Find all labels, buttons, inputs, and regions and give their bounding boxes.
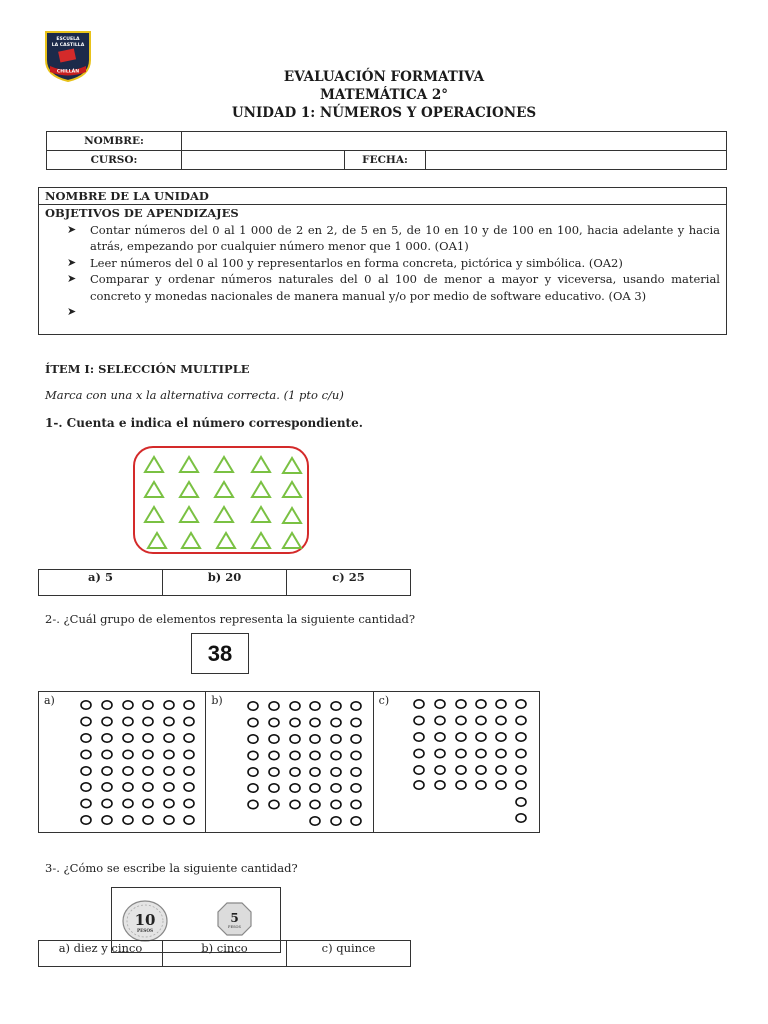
svg-text:CHILLÁN: CHILLÁN [56,69,80,75]
document-subject: MATEMÁTICA 2° [319,87,449,103]
group-option-a[interactable] [39,692,206,832]
student-info-table [46,131,727,170]
arrow-bullet-icon: ➤ [67,305,77,318]
option-c[interactable]: c) 25 [287,570,411,596]
option-b[interactable]: b) cinco [163,941,287,967]
group-a-label: a) [44,694,55,707]
svg-text:10: 10 [134,911,156,929]
name-field[interactable] [182,132,727,151]
question-2-prompt: 2-. ¿Cuál grupo de elementos representa la siguiente cantidad? [45,612,416,626]
question-1-options [38,569,411,596]
course-label: CURSO: [47,151,182,170]
document-title: EVALUACIÓN FORMATIVA [283,69,485,85]
objectives-box [38,187,727,335]
objectives-heading: OBJETIVOS DE APENDIZAJES [45,206,239,220]
option-a[interactable]: a) diez y cinco [39,941,163,967]
svg-text:5: 5 [230,911,239,925]
group-option-c[interactable] [374,692,539,832]
group-c-label: c) [378,694,390,707]
triangles-figure [133,446,309,554]
svg-text:LA CASTILLA: LA CASTILLA [51,43,85,48]
document-unit: UNIDAD 1: NÚMEROS Y OPERACIONES [231,105,537,121]
arrow-bullet-icon: ➤ [67,255,77,269]
option-b[interactable]: b) 20 [163,570,287,596]
name-label: NOMBRE: [47,132,182,151]
question-1-prompt: 1-. Cuenta e indica el número correspondiente. [45,416,363,430]
arrow-bullet-icon: ➤ [67,272,77,285]
circles-c [374,692,540,832]
date-field[interactable] [426,151,727,170]
triangles-grid [135,448,307,552]
objective-item: ➤ Comparar y ordenar números naturales del 0 al 100 de menor a mayor y viceversa, usando material concreto y monedas nacionales de manera manual y/o por medio de software educativo. (OA 3) [67,272,720,303]
option-c[interactable]: c) quince [287,941,411,967]
quantity-box: 38 [191,633,249,674]
svg-text:PESOS: PESOS [228,925,241,929]
objectives-list [39,222,726,321]
question-3-prompt: 3-. ¿Cómo se escribe la siguiente cantidad? [45,861,298,875]
circles-a [39,692,207,832]
coin-5-pesos-icon [218,903,251,935]
circle-groups [38,691,540,833]
date-label: FECHA: [345,151,426,170]
objective-item: ➤ Leer números del 0 al 100 y representarlos en forma concreta, pictórica y simbólica. (OA2) [67,255,623,270]
svg-text:ESCUELA: ESCUELA [56,37,80,42]
question-3-options [38,940,411,967]
option-a[interactable]: a) 5 [39,570,163,596]
group-option-b[interactable] [206,692,373,832]
unit-name-label: NOMBRE DE LA UNIDAD [39,188,726,205]
document-header [0,68,768,122]
circles-b [206,692,374,832]
objective-item: ➤ Contar números del 0 al 1 000 de 2 en 2, de 5 en 5, de 10 en 10 y de 100 en 100, hacia adelante y hacia atrás, empezando por cualquier número menor que 1 000. (OA1) [67,222,720,253]
arrow-bullet-icon: ➤ [67,222,77,236]
item-instruction: Marca con una x la alternativa correcta. (1 pto c/u) [45,388,344,402]
coin-10-pesos-icon [123,901,167,941]
item-heading: ÍTEM I: SELECCIÓN MULTIPLE [45,362,250,376]
objective-item-empty [39,304,720,320]
svg-text:PESOS: PESOS [136,928,154,933]
group-b-label: b) [211,694,223,707]
course-field[interactable] [182,151,345,170]
